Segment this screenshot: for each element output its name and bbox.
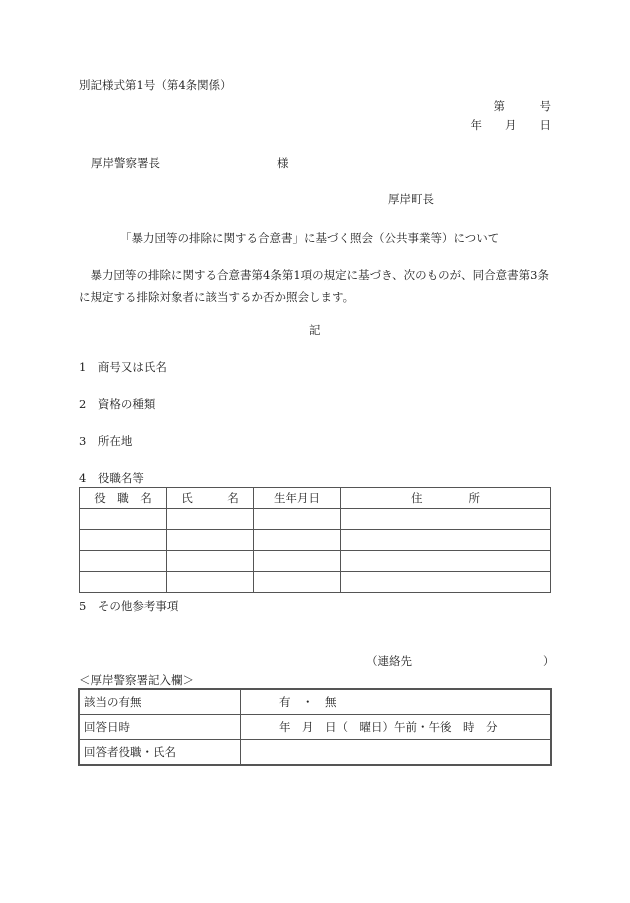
table-row	[80, 530, 551, 551]
table-cell[interactable]	[167, 530, 254, 551]
officer-table-header	[80, 488, 551, 509]
table-cell[interactable]	[254, 572, 341, 593]
table-cell[interactable]	[167, 551, 254, 572]
item-2-qualification: 2 資格の種類	[79, 397, 156, 411]
table-cell[interactable]	[167, 509, 254, 530]
table-row	[80, 572, 551, 593]
table-cell[interactable]	[80, 572, 167, 593]
contact-close: ）	[543, 654, 555, 668]
body-paragraph	[79, 264, 554, 308]
item-5-other-notes: 5 その他参考事項	[79, 599, 179, 613]
contact-open: （連絡先	[366, 654, 412, 668]
body-line-1: 暴力団等の排除に関する合意書第4条第1項の規定に基づき、次のものが、同合意書第3条	[79, 268, 549, 282]
table-row	[80, 551, 551, 572]
body-line-2: に規定する排除対象者に該当するか否か照会します。	[79, 290, 355, 304]
table-cell[interactable]	[254, 551, 341, 572]
form-label: 別記様式第1号（第4条関係）	[79, 78, 232, 92]
police-label-respondent: 回答者役職・氏名	[79, 740, 241, 766]
police-value-answer-date[interactable]: 年 月 日（ 曜日）午前・午後 時 分	[241, 715, 552, 740]
police-row-respondent	[79, 740, 551, 766]
table-cell[interactable]	[341, 509, 551, 530]
table-row	[80, 509, 551, 530]
table-cell[interactable]	[80, 509, 167, 530]
officer-header-address: 住 所	[341, 488, 551, 509]
item-4-officers: 4 役職名等	[79, 471, 144, 485]
table-cell[interactable]	[167, 572, 254, 593]
officer-table	[79, 487, 551, 593]
document-number-line: 第 号	[493, 99, 551, 113]
table-cell[interactable]	[254, 509, 341, 530]
addressee-honorific: 様	[277, 156, 289, 170]
police-section-heading: ＜厚岸警察署記入欄＞	[79, 673, 194, 687]
table-cell[interactable]	[341, 530, 551, 551]
date-line: 年 月 日	[470, 118, 551, 132]
police-value-respondent[interactable]	[241, 740, 552, 766]
table-cell[interactable]	[80, 551, 167, 572]
table-cell[interactable]	[341, 572, 551, 593]
document-title: 「暴力団等の排除に関する合意書」に基づく照会（公共事業等）について	[120, 231, 500, 245]
item-1-trade-name: 1 商号又は氏名	[79, 360, 167, 374]
police-label-applicable: 該当の有無	[79, 689, 241, 715]
addressee-name: 厚岸警察署長	[91, 156, 160, 170]
sender-name: 厚岸町長	[388, 192, 434, 206]
table-cell[interactable]	[341, 551, 551, 572]
police-row-applicable	[79, 689, 551, 715]
police-entry-table	[78, 688, 552, 766]
item-3-address: 3 所在地	[79, 434, 133, 448]
ki-heading: 記	[309, 323, 321, 337]
officer-header-title: 役 職 名	[80, 488, 167, 509]
officer-header-birthdate: 生年月日	[254, 488, 341, 509]
police-value-applicable[interactable]: 有 ・ 無	[241, 689, 552, 715]
table-cell[interactable]	[80, 530, 167, 551]
officer-header-name: 氏 名	[167, 488, 254, 509]
police-row-answer-date	[79, 715, 551, 740]
table-cell[interactable]	[254, 530, 341, 551]
police-label-answer-date: 回答日時	[79, 715, 241, 740]
